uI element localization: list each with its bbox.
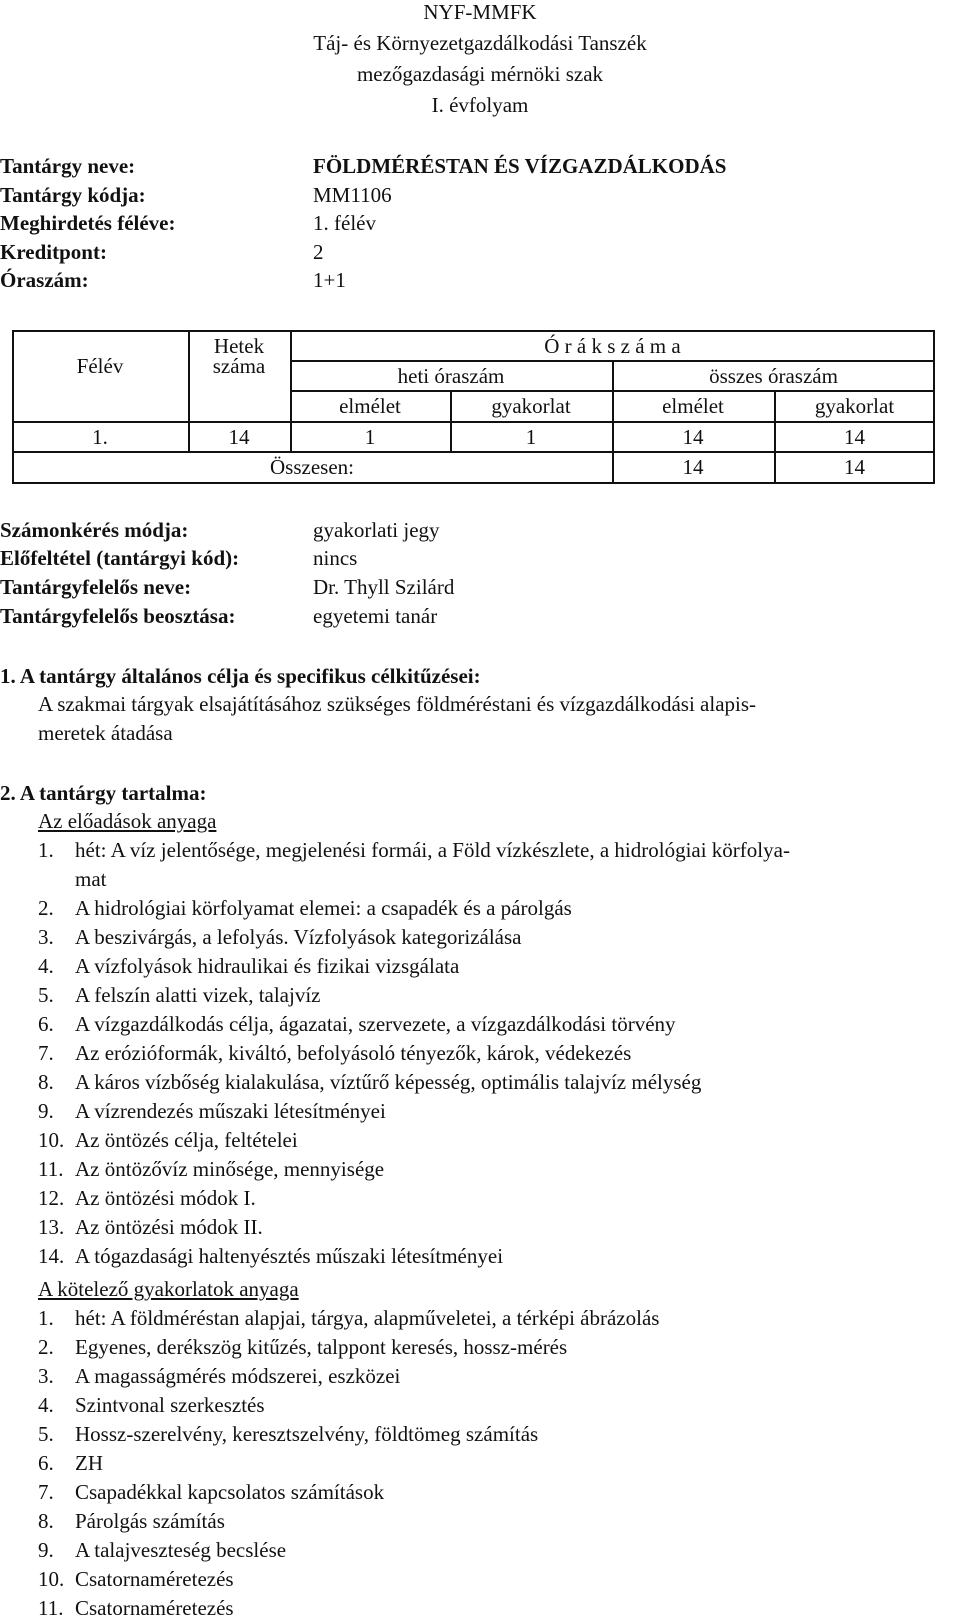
practices-heading: A kötelező gyakorlatok anyaga: [38, 1277, 299, 1301]
position-value: egyetemi tanár: [313, 604, 438, 628]
osszes-gyakorlat-header: gyakorlat: [814, 394, 895, 418]
lecture-item-text: hét: A víz jelentősége, megjelenési formái, a Föld vízkészlete, a hidrológiai körfolya-: [75, 838, 790, 862]
semester-label: Meghirdetés féléve:: [0, 211, 176, 235]
lecture-item-text: Az öntözési módok I.: [75, 1186, 256, 1210]
section1-title: 1. A tantárgy általános célja és specifikus célkitűzései:: [0, 664, 481, 688]
section1-text-line2: meretek átadása: [38, 721, 173, 745]
row-hetek-cell: 14: [228, 425, 250, 449]
practice-item-number: 7.: [38, 1480, 54, 1504]
subject-code-value: MM1106: [313, 183, 392, 207]
lecture-item-number: 5.: [38, 983, 54, 1007]
position-label: Tantárgyfelelős beosztása:: [0, 604, 236, 628]
lecture-item-number: 3.: [38, 925, 54, 949]
lecture-item-text: Az öntözés célja, feltételei: [75, 1128, 298, 1152]
row-osszes-elmelet-cell: 14: [682, 425, 704, 449]
hetek-header-line2: száma: [212, 354, 266, 378]
total-gyakorlat-cell: 14: [844, 455, 865, 479]
osszes-oraszam-header: összes óraszám: [709, 364, 838, 388]
row-heti-elmelet-cell: 1: [364, 425, 376, 449]
lecture-item-number: 9.: [38, 1099, 54, 1123]
lecture-item-text: A tógazdasági haltenyésztés műszaki létesítményei: [75, 1244, 504, 1268]
practice-item-text: A talajveszteség becslése: [75, 1538, 287, 1562]
lecture-item-number: 10.: [38, 1128, 65, 1152]
practice-item-text: hét: A földméréstan alapjai, tárgya, alapműveletei, a térképi ábrázolás: [75, 1306, 660, 1330]
row-osszes-gyakorlat-cell: 14: [844, 425, 865, 449]
practice-item-number: 3.: [38, 1364, 54, 1388]
row-heti-gyakorlat-cell: 1: [525, 425, 537, 449]
hours-table: [12, 330, 935, 484]
orak-szama-header: Ó r á k s z á m a: [544, 334, 681, 358]
practice-item-number: 6.: [38, 1451, 54, 1475]
practice-item-text: Csapadékkal kapcsolatos számítások: [75, 1480, 385, 1504]
lecture-item-number: 12.: [38, 1186, 65, 1210]
exam-value: gyakorlati jegy: [313, 518, 440, 542]
row-felev-cell: 1.: [92, 425, 108, 449]
lecture-item-number: 7.: [38, 1041, 54, 1065]
practice-item-number: 11.: [38, 1596, 64, 1620]
practice-item-number: 1.: [38, 1306, 54, 1330]
prereq-value: nincs: [313, 546, 358, 570]
credit-value: 2: [313, 240, 324, 264]
total-label-cell: Összesen:: [270, 455, 354, 479]
practice-item-text: A magasságmérés módszerei, eszközei: [75, 1364, 401, 1388]
subject-code-label: Tantárgy kódja:: [0, 183, 146, 207]
heti-elmelet-header: elmélet: [339, 394, 401, 418]
lecture-item-number: 13.: [38, 1215, 65, 1239]
lecture-item-text: A vízfolyások hidraulikai és fizikai vizsgálata: [75, 954, 460, 978]
subject-name-label: Tantárgy neve:: [0, 154, 136, 178]
lecture-item-number: 14.: [38, 1244, 65, 1268]
lecture-item-text: A beszivárgás, a lefolyás. Vízfolyások kategorizálása: [75, 925, 522, 949]
practice-item-number: 4.: [38, 1393, 54, 1417]
credit-label: Kreditpont:: [0, 240, 107, 264]
hetek-header-line1: Hetek: [213, 334, 265, 358]
subject-name-value: FÖLDMÉRÉSTAN ÉS VÍZGAZDÁLKODÁS: [313, 154, 727, 178]
practice-item-text: Hossz-szerelvény, keresztszelvény, földtömeg számítás: [75, 1422, 539, 1446]
practice-item-text: Párolgás számítás: [75, 1509, 225, 1533]
lecture-item-text: A káros vízbőség kialakulása, víztűrő képesség, optimális talajvíz mélység: [75, 1070, 702, 1094]
lecture-item-text: Az erózióformák, kiváltó, befolyásoló tényezők, károk, védekezés: [75, 1041, 632, 1065]
lecture-item-text: A felszín alatti vizek, talajvíz: [75, 983, 321, 1007]
practice-item-text: Csatornaméretezés: [75, 1596, 234, 1620]
lecture-item-text: A vízrendezés műszaki létesítményei: [75, 1099, 386, 1123]
heti-oraszam-header: heti óraszám: [397, 364, 505, 388]
lecture-item-number: 8.: [38, 1070, 54, 1094]
total-elmelet-cell: 14: [682, 455, 704, 479]
section2-title: 2. A tantárgy tartalma:: [0, 781, 207, 805]
hours-label: Óraszám:: [0, 268, 89, 292]
practice-item-number: 10.: [38, 1567, 65, 1591]
practice-item-number: 8.: [38, 1509, 54, 1533]
lectures-heading: Az előadások anyaga: [38, 809, 217, 833]
exam-label: Számonkérés módja:: [0, 518, 189, 542]
hours-value: 1+1: [313, 268, 346, 292]
practice-item-text: Szintvonal szerkesztés: [75, 1393, 265, 1417]
prereq-label: Előfeltétel (tantárgyi kód):: [0, 546, 240, 570]
lecture-item-text: A vízgazdálkodás célja, ágazatai, szervezete, a vízgazdálkodási törvény: [75, 1012, 676, 1036]
faculty-code: NYF-MMFK: [423, 0, 537, 24]
osszes-elmelet-header: elmélet: [662, 394, 724, 418]
lecture-item-text: mat: [75, 867, 107, 891]
section1-text-line1: A szakmai tárgyak elsajátításához szükséges földméréstani és vízgazdálkodási alapis-: [38, 692, 757, 716]
semester-value: 1. félév: [313, 211, 376, 235]
lecture-item-number: 11.: [38, 1157, 64, 1181]
heti-gyakorlat-header: gyakorlat: [491, 394, 571, 418]
owner-value: Dr. Thyll Szilárd: [313, 575, 455, 599]
practice-item-number: 9.: [38, 1538, 54, 1562]
program-name: mezőgazdasági mérnöki szak: [356, 62, 604, 86]
lecture-item-text: A hidrológiai körfolyamat elemei: a csapadék és a párolgás: [75, 896, 572, 920]
felev-header: Félév: [76, 354, 124, 378]
owner-label: Tantárgyfelelős neve:: [0, 575, 192, 599]
practice-item-text: Egyenes, derékszög kitűzés, talppont keresés, hossz-mérés: [75, 1335, 568, 1359]
practice-item-text: Csatornaméretezés: [75, 1567, 234, 1591]
lecture-item-number: 1.: [38, 838, 54, 862]
lecture-item-text: Az öntözési módok II.: [75, 1215, 263, 1239]
practice-item-number: 2.: [38, 1335, 54, 1359]
lecture-item-number: 6.: [38, 1012, 54, 1036]
department-name: Táj- és Környezetgazdálkodási Tanszék: [313, 31, 647, 55]
lecture-item-number: 4.: [38, 954, 54, 978]
year-level: I. évfolyam: [431, 93, 529, 117]
practice-item-number: 5.: [38, 1422, 54, 1446]
lecture-item-text: Az öntözővíz minősége, mennyisége: [75, 1157, 385, 1181]
lecture-item-number: 2.: [38, 896, 54, 920]
practice-item-text: ZH: [75, 1451, 103, 1475]
